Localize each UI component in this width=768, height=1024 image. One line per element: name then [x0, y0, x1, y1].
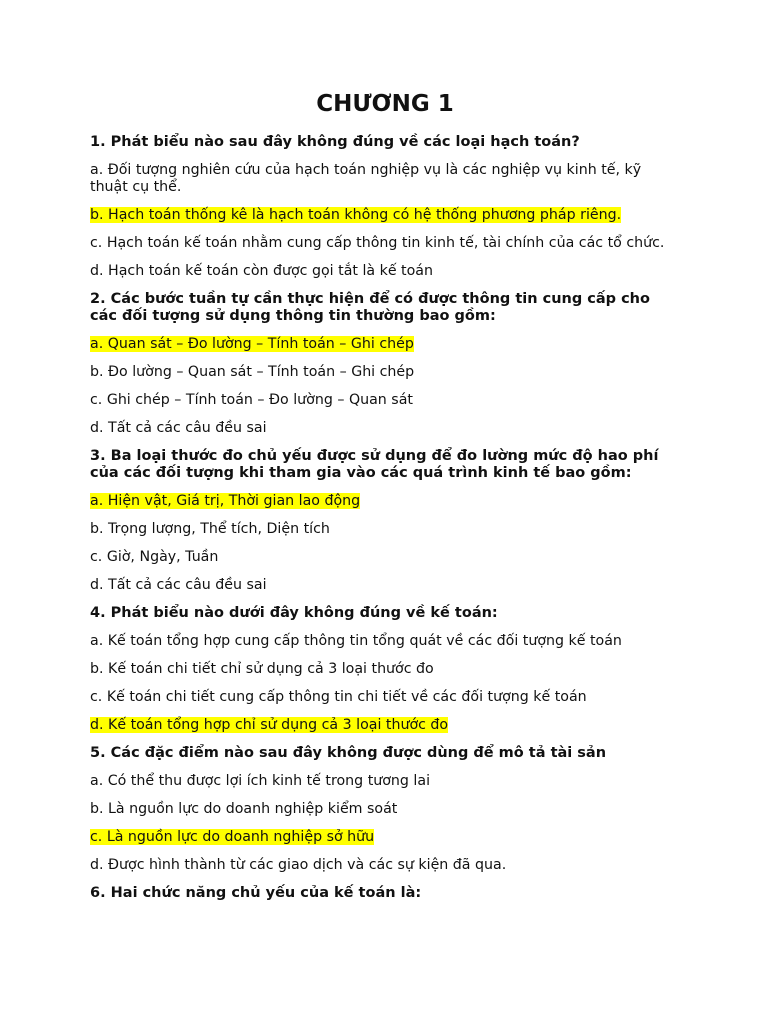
q3-option-a-text: a. Hiện vật, Giá trị, Thời gian lao động: [90, 493, 361, 509]
q5-option-b-text: b. Là nguồn lực do doanh nghiệp kiểm soát: [90, 801, 398, 817]
q4-option-b-text: b. Kế toán chi tiết chỉ sử dụng cả 3 loại thước đo: [90, 661, 434, 677]
q4-option-c-text: c. Kế toán chi tiết cung cấp thông tin chi tiết về các đối tượng kế toán: [90, 689, 587, 705]
q5-option-c-text: c. Là nguồn lực do doanh nghiệp sở hữu: [90, 829, 375, 845]
q5-option-c-answer: [90, 829, 680, 846]
q2-option-a-answer: [90, 336, 680, 353]
q5-option-a-text: a. Có thể thu được lợi ích kinh tế trong tương lai: [90, 773, 431, 789]
q4-option-b: [90, 661, 680, 678]
q3-option-c-text: c. Giờ, Ngày, Tuần: [90, 549, 219, 565]
question-list: [90, 134, 680, 902]
q3-option-a-answer: [90, 493, 680, 510]
q4-option-d-answer: [90, 717, 680, 734]
q4-option-c: [90, 689, 680, 706]
q5-option-d-text: d. Được hình thành từ các giao dịch và các sự kiện đã qua.: [90, 857, 507, 873]
q1-option-d: [90, 263, 680, 280]
q2-option-d-text: d. Tất cả các câu đều sai: [90, 420, 267, 436]
q3-option-d-text: d. Tất cả các câu đều sai: [90, 577, 267, 593]
q2-option-b: [90, 364, 680, 381]
q1-option-c-text: c. Hạch toán kế toán nhằm cung cấp thông tin kinh tế, tài chính của các tổ chức.: [90, 235, 665, 251]
q2-option-c-text: c. Ghi chép – Tính toán – Đo lường – Quan sát: [90, 392, 413, 408]
question-1: 1. Phát biểu nào sau đây không đúng về các loại hạch toán?: [90, 134, 580, 150]
q4-option-a: [90, 633, 680, 650]
question-5: 5. Các đặc điểm nào sau đây không được dùng để mô tả tài sản: [90, 745, 607, 761]
question-6: 6. Hai chức năng chủ yếu của kế toán là:: [90, 885, 422, 901]
q4-option-a-text: a. Kế toán tổng hợp cung cấp thông tin tổng quát về các đối tượng kế toán: [90, 633, 622, 649]
q4-option-d-text: d. Kế toán tổng hợp chỉ sử dụng cả 3 loại thước đo: [90, 717, 449, 733]
q1-option-c: [90, 235, 680, 252]
q3-option-d: [90, 577, 680, 594]
q2-option-c: [90, 392, 680, 409]
page-title: CHƯƠNG 1: [316, 91, 454, 117]
q1-option-d-text: d. Hạch toán kế toán còn được gọi tắt là kế toán: [90, 263, 433, 279]
q1-option-a-text: a. Đối tượng nghiên cứu của hạch toán nghiệp vụ là các nghiệp vụ kinh tế, kỹ thuật cụ thể.: [90, 162, 642, 195]
question-3: 3. Ba loại thước đo chủ yếu được sử dụng để đo lường mức độ hao phí của các đối tượng khi tham gia vào các quá trình kinh tế bao gồm:: [90, 448, 659, 481]
q3-option-c: [90, 549, 680, 566]
q3-option-b: [90, 521, 680, 538]
q2-option-b-text: b. Đo lường – Quan sát – Tính toán – Ghi chép: [90, 364, 415, 380]
q2-option-a-text: a. Quan sát – Đo lường – Tính toán – Ghi chép: [90, 336, 414, 352]
q2-option-d: [90, 420, 680, 437]
q5-option-b: [90, 801, 680, 818]
q1-option-b-answer: [90, 207, 680, 224]
question-4: 4. Phát biểu nào dưới đây không đúng về kế toán:: [90, 605, 498, 621]
q1-option-a: [90, 162, 680, 196]
question-2: 2. Các bước tuần tự cần thực hiện để có được thông tin cung cấp cho các đối tượng sử dụng thông tin thường bao gồm:: [90, 291, 650, 324]
q1-option-b-text: b. Hạch toán thống kê là hạch toán không có hệ thống phương pháp riêng.: [90, 207, 622, 223]
q5-option-a: [90, 773, 680, 790]
q3-option-b-text: b. Trọng lượng, Thể tích, Diện tích: [90, 521, 330, 537]
q5-option-d: [90, 857, 680, 874]
